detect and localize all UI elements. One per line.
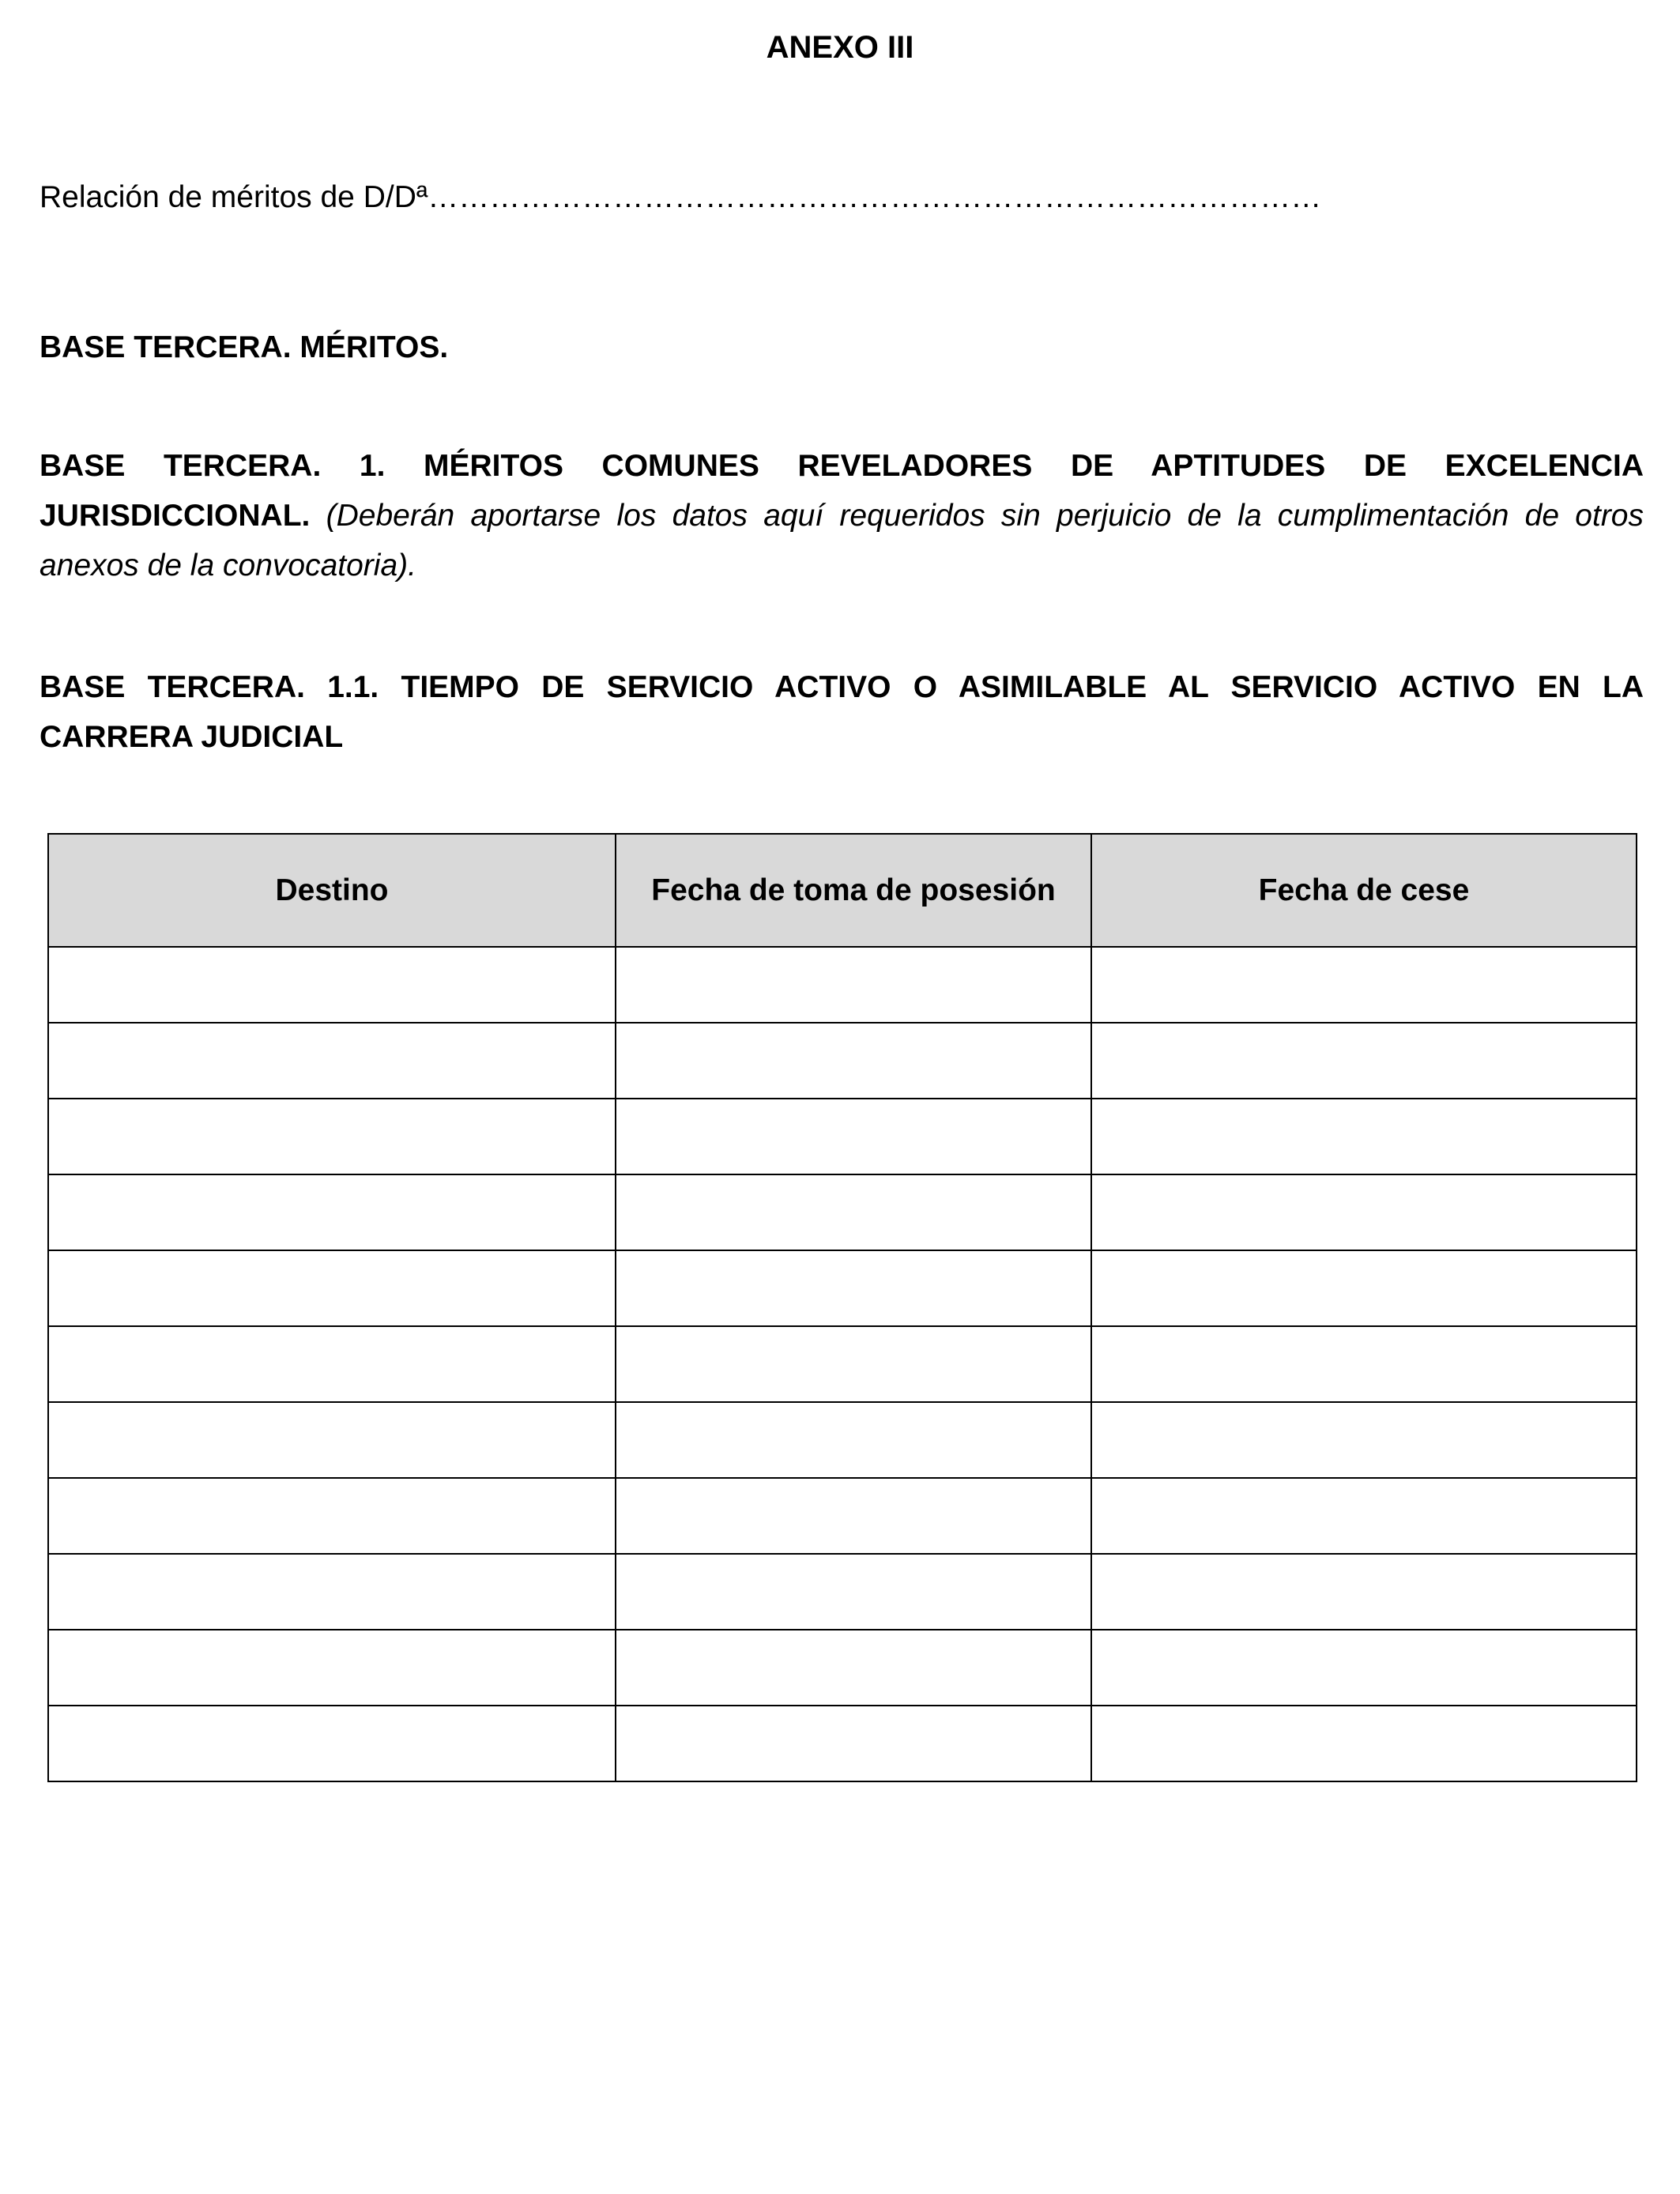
fecha-toma-posesion-cell[interactable] [616, 1023, 1091, 1099]
relacion-meritos-line: Relación de méritos de D/Dª…………………………………………………………………………… [40, 180, 1322, 214]
table-row [48, 1402, 1637, 1478]
section-base-tercera-1 [40, 441, 1644, 590]
fecha-toma-posesion-cell[interactable] [616, 1174, 1091, 1250]
destino-cell[interactable] [48, 1326, 616, 1402]
table-row [48, 1250, 1637, 1326]
fecha-cese-cell[interactable] [1091, 1554, 1637, 1630]
destino-cell[interactable] [48, 1023, 616, 1099]
destino-cell[interactable] [48, 1174, 616, 1250]
destino-cell[interactable] [48, 1706, 616, 1781]
column-header-fecha-cese: Fecha de cese [1091, 834, 1637, 947]
destino-cell[interactable] [48, 1099, 616, 1174]
fecha-toma-posesion-cell[interactable] [616, 1326, 1091, 1402]
section-base-tercera-1-heading-tail: JURISDICCIONAL. [40, 499, 311, 533]
table-row [48, 1706, 1637, 1781]
table-row [48, 1023, 1637, 1099]
table-row [48, 1174, 1637, 1250]
fecha-toma-posesion-cell[interactable] [616, 1402, 1091, 1478]
table-row [48, 1554, 1637, 1630]
fecha-cese-cell[interactable] [1091, 1099, 1637, 1174]
section-base-tercera-1-1-line2: CARRERA JUDICIAL [40, 720, 344, 754]
page-title: ANEXO III [766, 30, 914, 65]
destino-cell[interactable] [48, 1554, 616, 1630]
table-body [48, 947, 1637, 1781]
fecha-cese-cell[interactable] [1091, 1023, 1637, 1099]
column-header-destino: Destino [48, 834, 616, 947]
servicio-activo-table [47, 833, 1637, 1782]
fecha-toma-posesion-cell[interactable] [616, 947, 1091, 1023]
fecha-toma-posesion-cell[interactable] [616, 1478, 1091, 1554]
fecha-cese-cell[interactable] [1091, 1174, 1637, 1250]
fecha-cese-cell[interactable] [1091, 1250, 1637, 1326]
column-header-fecha-toma-posesion: Fecha de toma de posesión [616, 834, 1091, 947]
destino-cell[interactable] [48, 1630, 616, 1706]
section-base-tercera-1-1-line1: BASE TERCERA. 1.1. TIEMPO DE SERVICIO ACTIVO O ASIMILABLE AL SERVICIO ACTIVO EN LA [40, 670, 1644, 704]
destino-cell[interactable] [48, 1402, 616, 1478]
fecha-cese-cell[interactable] [1091, 1478, 1637, 1554]
destino-cell[interactable] [48, 1478, 616, 1554]
fecha-cese-cell[interactable] [1091, 1630, 1637, 1706]
fecha-toma-posesion-cell[interactable] [616, 1554, 1091, 1630]
fecha-cese-cell[interactable] [1091, 1706, 1637, 1781]
section-base-tercera-1-note: (Deberán aportarse los datos aquí requeridos sin perjuicio de la cumplimentación de otros anexos de la convocatoria). [40, 499, 1644, 582]
fecha-cese-cell[interactable] [1091, 1326, 1637, 1402]
fecha-toma-posesion-cell[interactable] [616, 1630, 1091, 1706]
fecha-cese-cell[interactable] [1091, 947, 1637, 1023]
fecha-toma-posesion-cell[interactable] [616, 1706, 1091, 1781]
fecha-cese-cell[interactable] [1091, 1402, 1637, 1478]
fecha-toma-posesion-cell[interactable] [616, 1250, 1091, 1326]
destino-cell[interactable] [48, 947, 616, 1023]
table-row [48, 1630, 1637, 1706]
table-row [48, 947, 1637, 1023]
table-row [48, 1099, 1637, 1174]
section-base-tercera-1-1 [40, 662, 1644, 762]
section-heading-base-tercera: BASE TERCERA. MÉRITOS. [40, 330, 449, 364]
table-row [48, 1478, 1637, 1554]
table-row [48, 1326, 1637, 1402]
fecha-toma-posesion-cell[interactable] [616, 1099, 1091, 1174]
table-header-row [48, 834, 1637, 947]
section-base-tercera-1-heading: BASE TERCERA. 1. MÉRITOS COMUNES REVELADORES DE APTITUDES DE EXCELENCIA [40, 449, 1644, 483]
destino-cell[interactable] [48, 1250, 616, 1326]
